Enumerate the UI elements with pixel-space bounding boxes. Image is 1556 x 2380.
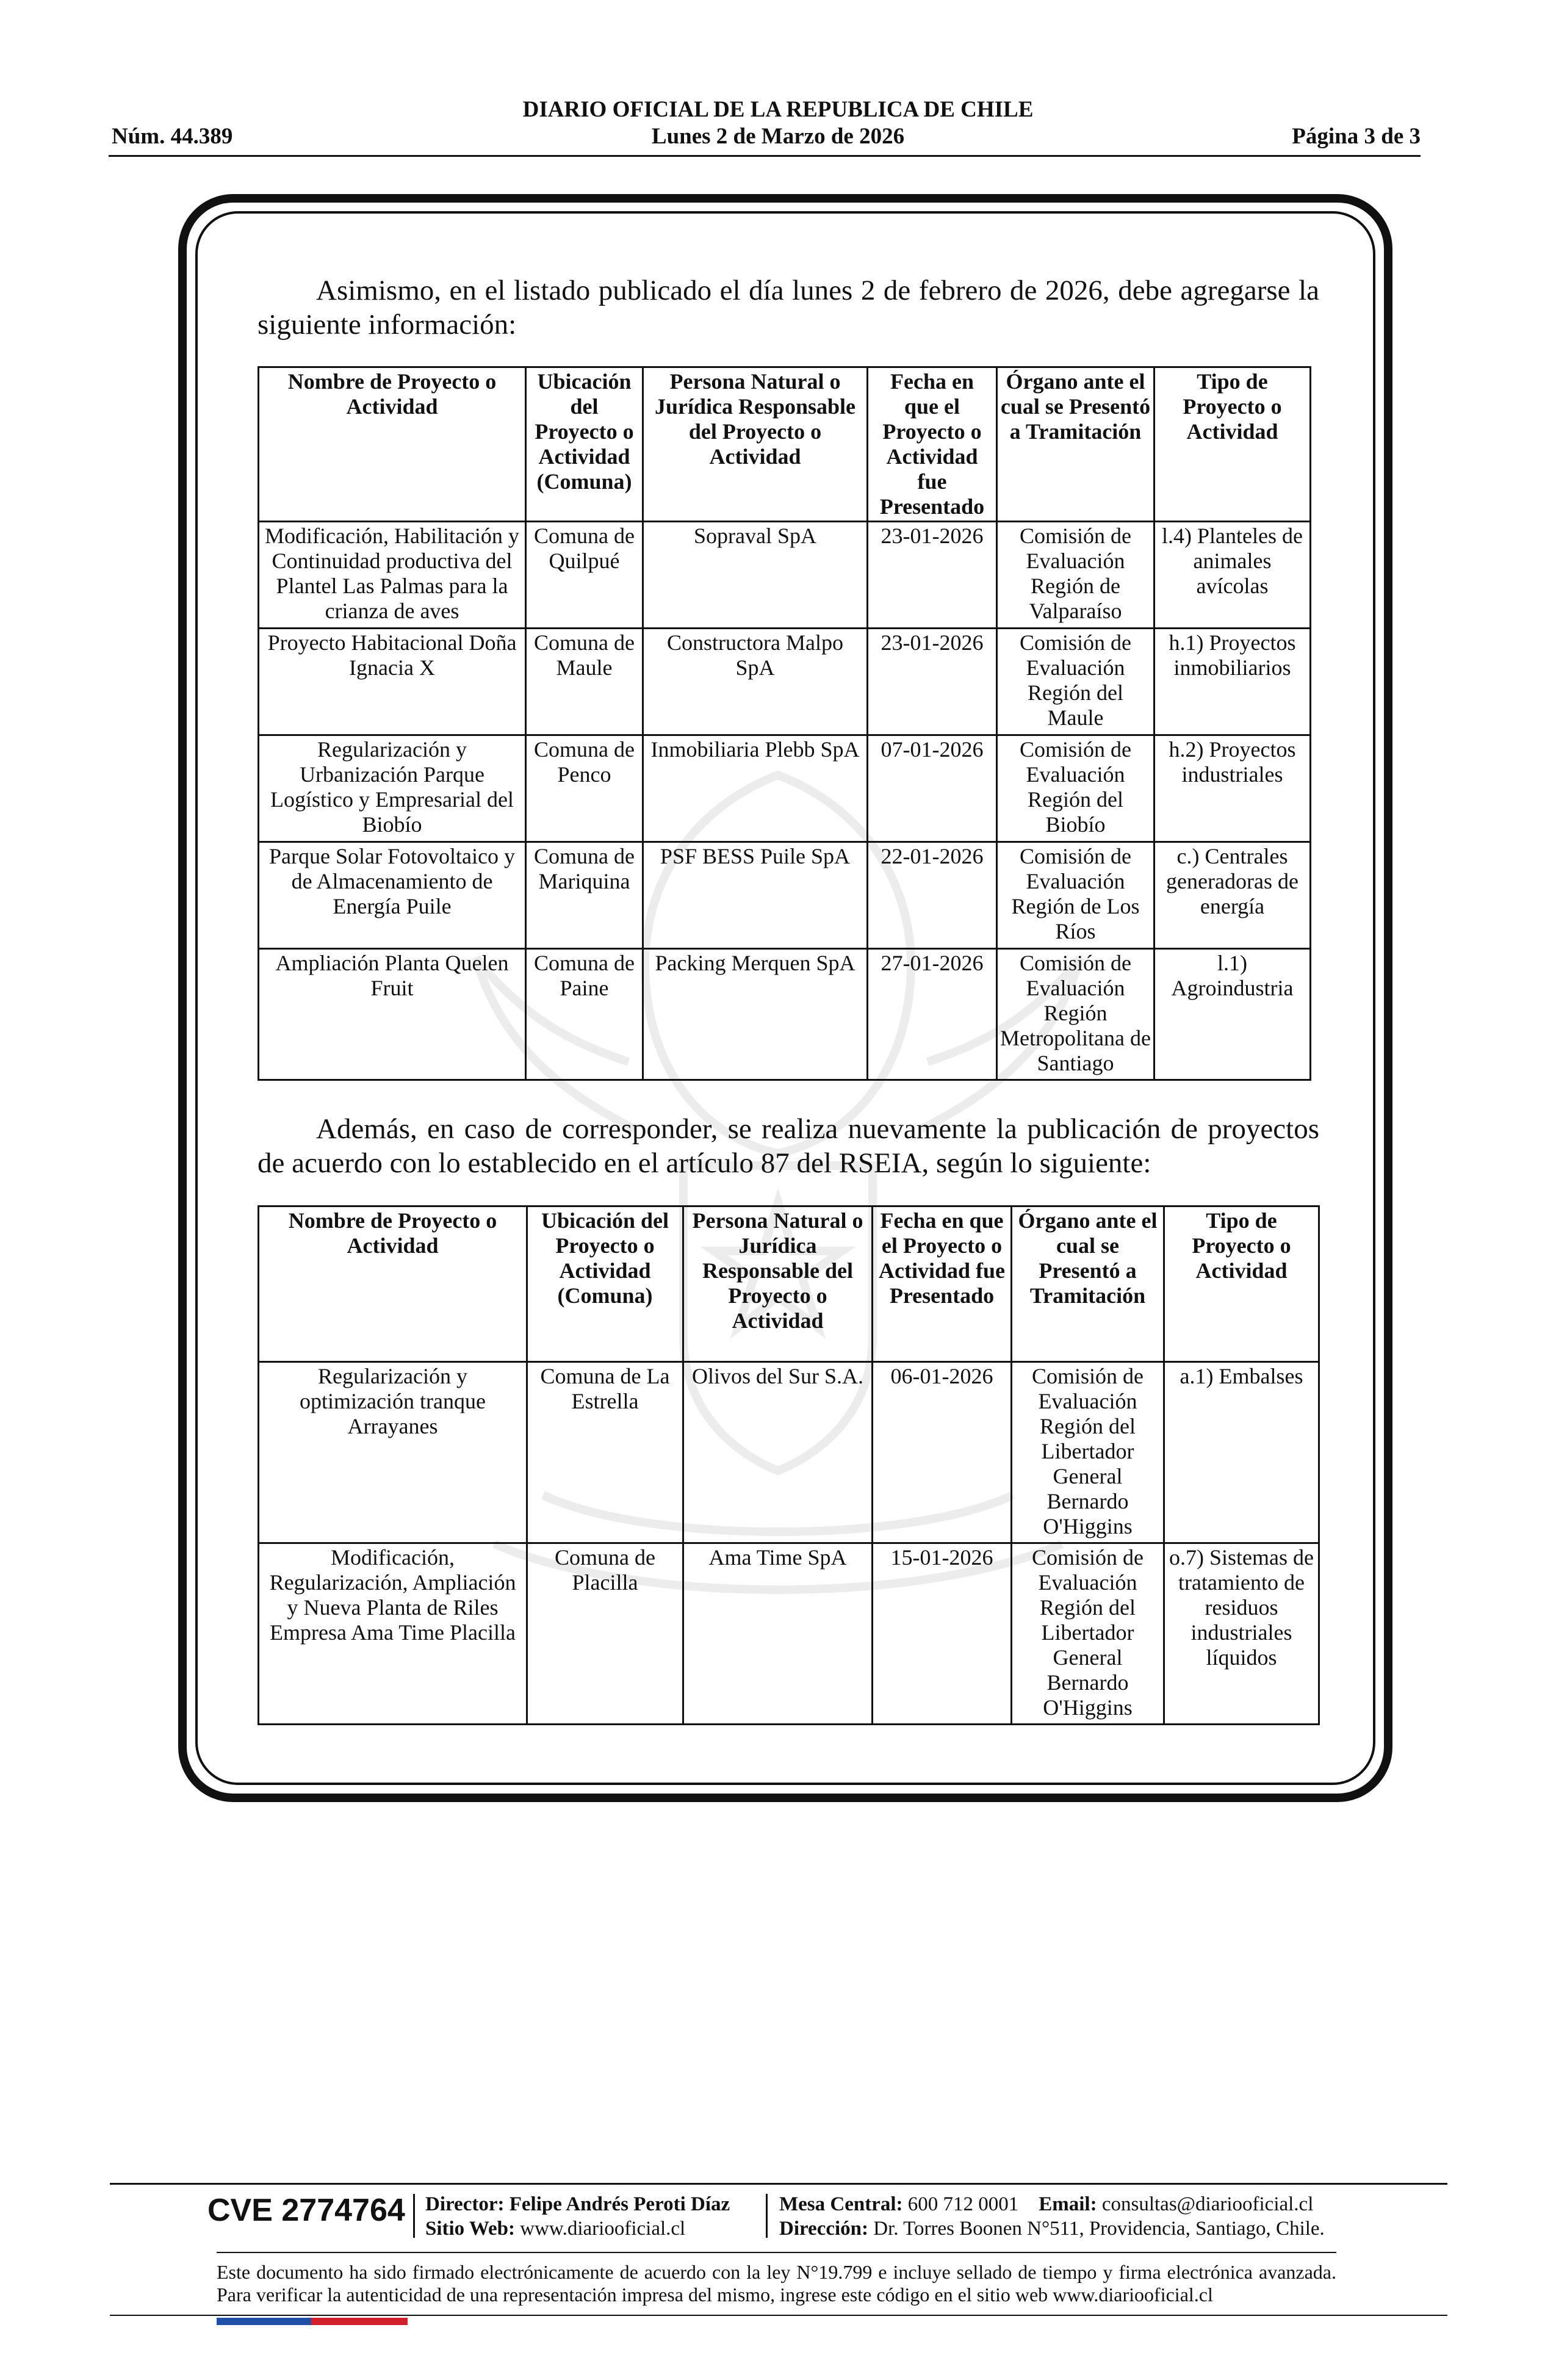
cell-project-name: Regularización y optimización tranque Arrayanes bbox=[259, 1362, 527, 1543]
cell-type: h.2) Proyectos industriales bbox=[1154, 735, 1311, 842]
header-type: Tipo de Proyecto o Actividad bbox=[1164, 1206, 1319, 1362]
cell-location: Comuna de Quilpué bbox=[526, 522, 643, 629]
cell-type: l.1) Agroindustria bbox=[1154, 949, 1311, 1080]
intro-paragraph: Asimismo, en el listado publicado el día lunes 2 de febrero de 2026, debe agregarse la siguiente información: bbox=[258, 275, 1319, 341]
phone-number: 600 712 0001 bbox=[907, 2193, 1019, 2215]
website-link[interactable]: www.diariooficial.cl bbox=[520, 2218, 686, 2240]
cell-location: Comuna de Paine bbox=[526, 949, 643, 1080]
cell-organ: Comisión de Evaluación Región del Libertador General Bernardo O'Higgins bbox=[1012, 1362, 1164, 1543]
cell-project-name: Parque Solar Fotovoltaico y de Almacenamiento de Energía Puile bbox=[259, 842, 526, 949]
publication-title: DIARIO OFICIAL DE LA REPUBLICA DE CHILE bbox=[522, 97, 1034, 122]
cell-date: 22-01-2026 bbox=[868, 842, 997, 949]
cell-type: o.7) Sistemas de tratamiento de residuos industriales líquidos bbox=[1164, 1543, 1319, 1725]
table-row bbox=[259, 949, 1311, 1080]
issue-number: Núm. 44.389 bbox=[112, 124, 233, 149]
cell-organ: Comisión de Evaluación Región de Valparaíso bbox=[997, 522, 1154, 629]
signature-note: Este documento ha sido firmado electrónicamente de acuerdo con la ley N°19.799 e incluye sellado de tiempo y firma electrónica avanzada. Para verificar la autenticidad de una representación impresa del mismo, ingrese este código en el sitio web www.diariooficial.cl bbox=[217, 2261, 1336, 2306]
footer-divider bbox=[110, 2315, 1447, 2316]
cell-type: h.1) Proyectos inmobiliarios bbox=[1154, 629, 1311, 735]
cell-date: 23-01-2026 bbox=[868, 629, 997, 735]
address-label: Dirección: bbox=[779, 2218, 869, 2240]
cell-organ: Comisión de Evaluación Región de Los Ríos bbox=[997, 842, 1154, 949]
address-text: Dr. Torres Boonen N°511, Providencia, Santiago, Chile. bbox=[873, 2218, 1325, 2240]
table-row bbox=[259, 629, 1311, 735]
table-row bbox=[259, 1362, 1319, 1543]
cell-date: 07-01-2026 bbox=[868, 735, 997, 842]
cell-organ: Comisión de Evaluación Región del Maule bbox=[997, 629, 1154, 735]
flag-stripe-red bbox=[311, 2318, 408, 2325]
header-date: Fecha en que el Proyecto o Actividad fue Presentado bbox=[868, 367, 997, 522]
header-organ: Órgano ante el cual se Presentó a Tramitación bbox=[997, 367, 1154, 522]
cell-location: Comuna de Maule bbox=[526, 629, 643, 735]
header-responsible: Persona Natural o Jurídica Responsable del Proyecto o Actividad bbox=[683, 1206, 873, 1362]
footer-director bbox=[425, 2192, 730, 2216]
table-row bbox=[259, 842, 1311, 949]
cell-responsible: PSF BESS Puile SpA bbox=[643, 842, 868, 949]
cell-responsible: Constructora Malpo SpA bbox=[643, 629, 868, 735]
header-responsible: Persona Natural o Jurídica Responsable del Proyecto o Actividad bbox=[643, 367, 868, 522]
table-row bbox=[259, 1543, 1319, 1725]
cell-location: Comuna de La Estrella bbox=[527, 1362, 683, 1543]
email-label: Email: bbox=[1039, 2193, 1097, 2215]
cell-date: 15-01-2026 bbox=[873, 1543, 1012, 1725]
email-link[interactable]: consultas@diariooficial.cl bbox=[1101, 2193, 1314, 2215]
footer-separator bbox=[766, 2194, 768, 2238]
cell-location: Comuna de Placilla bbox=[527, 1543, 683, 1725]
web-label: Sitio Web: bbox=[425, 2218, 516, 2240]
cell-responsible: Inmobiliaria Plebb SpA bbox=[643, 735, 868, 842]
phone-label: Mesa Central: bbox=[779, 2193, 903, 2215]
cell-responsible: Sopraval SpA bbox=[643, 522, 868, 629]
header-organ: Órgano ante el cual se Presentó a Tramitación bbox=[1012, 1206, 1164, 1362]
director-label: Director: bbox=[425, 2193, 505, 2215]
footer-divider bbox=[110, 2183, 1447, 2185]
footer-website bbox=[425, 2216, 685, 2241]
footer-contact bbox=[779, 2192, 1313, 2216]
cell-organ: Comisión de Evaluación Región Metropolitana de Santiago bbox=[997, 949, 1154, 1080]
table-header-row bbox=[259, 367, 1311, 522]
table-row bbox=[259, 735, 1311, 842]
table-header-row bbox=[259, 1206, 1319, 1362]
cell-location: Comuna de Penco bbox=[526, 735, 643, 842]
cell-responsible: Olivos del Sur S.A. bbox=[683, 1362, 873, 1543]
projects-table-2 bbox=[258, 1205, 1320, 1725]
publication-date: Lunes 2 de Marzo de 2026 bbox=[651, 124, 905, 149]
page-indicator: Página 3 de 3 bbox=[1292, 124, 1421, 149]
cell-responsible: Packing Merquen SpA bbox=[643, 949, 868, 1080]
cell-date: 27-01-2026 bbox=[868, 949, 997, 1080]
cell-location: Comuna de Mariquina bbox=[526, 842, 643, 949]
footer-address bbox=[779, 2216, 1325, 2241]
cell-type: l.4) Planteles de animales avícolas bbox=[1154, 522, 1311, 629]
footer-divider bbox=[217, 2252, 1336, 2253]
header-date: Fecha en que el Proyecto o Actividad fue Presentado bbox=[873, 1206, 1012, 1362]
cell-project-name: Modificación, Regularización, Ampliación y Nueva Planta de Riles Empresa Ama Time Placilla bbox=[259, 1543, 527, 1725]
cell-project-name: Regularización y Urbanización Parque Logístico y Empresarial del Biobío bbox=[259, 735, 526, 842]
second-paragraph: Además, en caso de corresponder, se realiza nuevamente la publicación de proyectos de acuerdo con lo establecido en el artículo 87 del RSEIA, según lo siguiente: bbox=[258, 1113, 1319, 1179]
cell-date: 23-01-2026 bbox=[868, 522, 997, 629]
projects-table-1 bbox=[258, 366, 1311, 1081]
cell-date: 06-01-2026 bbox=[873, 1362, 1012, 1543]
director-name: Felipe Andrés Peroti Díaz bbox=[509, 2193, 730, 2215]
cell-organ: Comisión de Evaluación Región del Libertador General Bernardo O'Higgins bbox=[1012, 1543, 1164, 1725]
header-location: Ubicación del Proyecto o Actividad (Comuna) bbox=[526, 367, 643, 522]
cell-type: a.1) Embalses bbox=[1164, 1362, 1319, 1543]
cell-project-name: Modificación, Habilitación y Continuidad productiva del Plantel Las Palmas para la crianza de aves bbox=[259, 522, 526, 629]
header-project-name: Nombre de Proyecto o Actividad bbox=[259, 367, 526, 522]
header-divider bbox=[109, 155, 1421, 157]
cell-responsible: Ama Time SpA bbox=[683, 1543, 873, 1725]
cell-organ: Comisión de Evaluación Región del Biobío bbox=[997, 735, 1154, 842]
header-project-name: Nombre de Proyecto o Actividad bbox=[259, 1206, 527, 1362]
cell-project-name: Ampliación Planta Quelen Fruit bbox=[259, 949, 526, 1080]
cell-type: c.) Centrales generadoras de energía bbox=[1154, 842, 1311, 949]
header-type: Tipo de Proyecto o Actividad bbox=[1154, 367, 1311, 522]
table-row bbox=[259, 522, 1311, 629]
flag-stripe-blue bbox=[217, 2318, 311, 2325]
header-location: Ubicación del Proyecto o Actividad (Comuna) bbox=[527, 1206, 683, 1362]
cell-project-name: Proyecto Habitacional Doña Ignacia X bbox=[259, 629, 526, 735]
footer-separator bbox=[413, 2194, 415, 2238]
cve-code: CVE 2774764 bbox=[207, 2193, 405, 2228]
